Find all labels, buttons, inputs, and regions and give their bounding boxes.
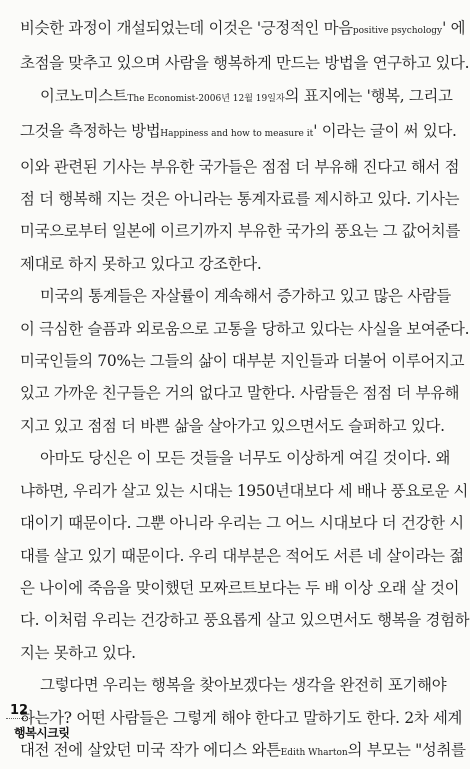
text-line: 냐하면, 우리가 살고 있는 시대는 1950년대보다 세 배나 풍요로운 시 — [20, 481, 469, 500]
text-line: 제대로 하지 못하고 있다고 강조한다. — [20, 254, 262, 273]
text-line: 그렇다면 우리는 행복을 찾아보겠다는 생각을 완전히 포기해야 — [40, 676, 447, 695]
text-line: 다. 이처럼 우리는 건강하고 풍요롭게 살고 있으면서도 행복을 경험하 — [20, 611, 470, 630]
running-title: 행복시크릿 — [14, 726, 70, 740]
text-line: 비슷한 과정이 개설되었는데 이것은 '긍정적인 마음positive psychology' 에 — [20, 19, 466, 37]
text-line: 대전 전에 살았던 미국 작가 에디스 와튼Edith Wharton의 부모는 "성취를 — [20, 740, 466, 759]
paragraph — [20, 12, 470, 80]
body-text — [20, 12, 470, 769]
text-line: 아마도 당신은 이 모든 것들을 너무도 이상하게 여길 것이다. 왜 — [40, 449, 451, 468]
text-line: 점 더 행복해 지는 것은 아니라는 통계자료를 제시하고 있다. 기사는 — [20, 190, 460, 209]
text-line: 이와 관련된 기사는 부유한 국가들은 점점 더 부유해 진다고 해서 점 — [20, 157, 460, 176]
page-number: 12 — [10, 703, 29, 718]
text-line: 이코노미스트The Economist-2006년 12월 19일자의 표지에는 '행복, 그리고 — [40, 86, 453, 105]
english-gloss: Edith Wharton — [280, 747, 348, 758]
paragraph — [20, 669, 466, 769]
english-gloss: Happiness and how to measure it — [160, 129, 314, 140]
text-line: 대이기 때문이다. 그뿐 아니라 우리는 그 어느 시대보다 더 건강한 시 — [20, 514, 464, 533]
text-line: 그것을 측정하는 방법Happiness and how to measure it' 이라는 글이 써 있다. — [20, 122, 457, 141]
paragraph — [20, 80, 461, 280]
text-line: 미국으로부터 일본에 이르기까지 부유한 국가의 풍요는 그 값어치를 — [20, 222, 461, 241]
paragraph — [20, 280, 470, 442]
text-line: 지고 있고 점점 더 바쁜 삶을 살아가고 있으면서도 슬퍼하고 있다. — [20, 416, 445, 435]
footer-divider — [6, 718, 32, 719]
text-line: 있고 가까운 친구들은 거의 없다고 말한다. 사람들은 점점 더 부유해 — [20, 384, 460, 403]
text-line: 대를 살고 있기 때문이다. 우리 대부분은 적어도 서른 네 살이라는 젊 — [20, 546, 464, 565]
text-line: 미국인들의 70%는 그들의 삶이 대부분 지인들과 더불어 이루어지고 — [20, 352, 465, 371]
text-line: 이 극심한 슬픔과 외로움으로 고통을 당하고 있다는 사실을 보여준다. — [20, 319, 470, 338]
text-line: 지는 못하고 있다. — [20, 643, 136, 662]
paragraph — [20, 442, 470, 669]
text-line: 초점을 맞추고 있으며 사람을 행복하게 만드는 방법을 연구하고 있다. — [20, 54, 470, 73]
english-gloss: The Economist-2006년 12월 19일자 — [127, 93, 285, 104]
text-line: 하는가? 어떤 사람들은 그렇게 해야 한다고 말하기도 한다. 2차 세계 — [20, 708, 463, 727]
text-line: 은 나이에 죽음을 맞이했던 모짜르트보다는 두 배 이상 오래 살 것이 — [20, 578, 460, 597]
text-line: 미국의 통계들은 자살률이 계속해서 증가하고 있고 많은 사람들 — [40, 287, 451, 306]
english-gloss: positive psychology — [352, 26, 443, 36]
